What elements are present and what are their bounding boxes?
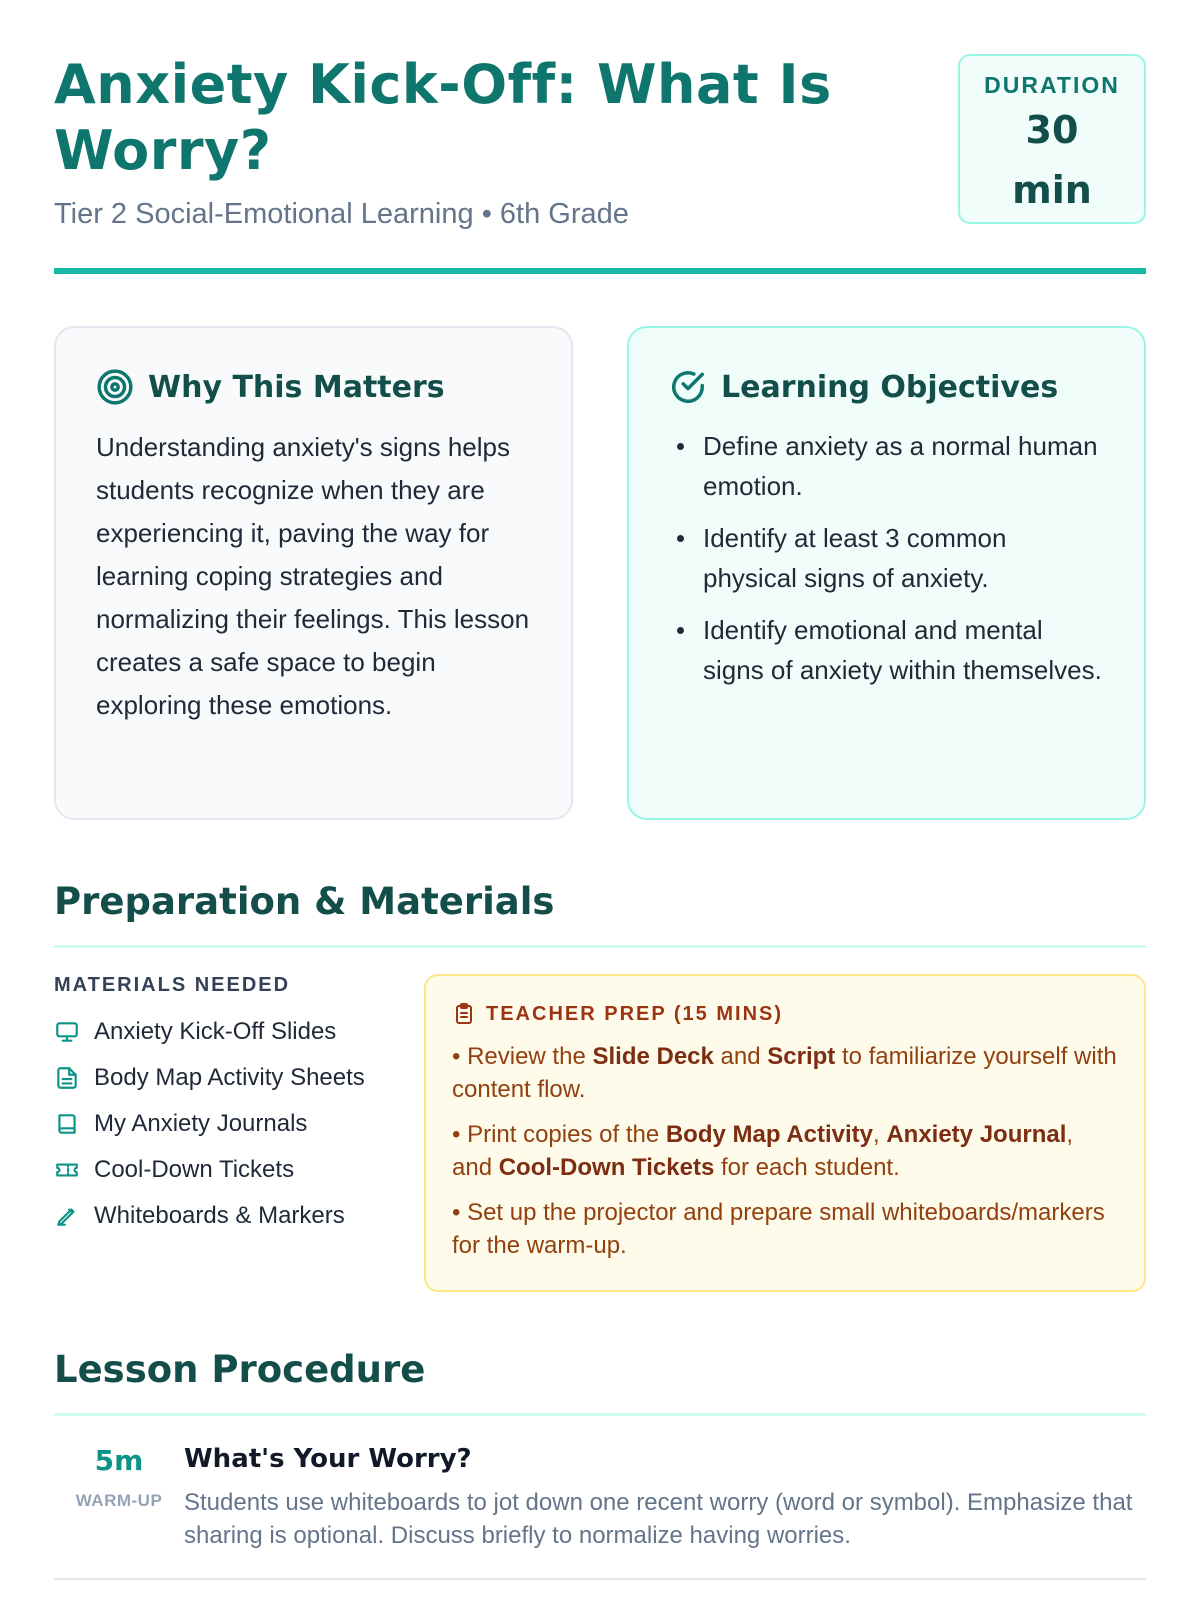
teacher-prep-label: TEACHER PREP (15 MINS)	[486, 1002, 784, 1025]
teacher-prep-item: • Review the Slide Deck and Script to familiarize yourself with content flow.	[452, 1043, 1117, 1103]
material-label: My Anxiety Journals	[94, 1110, 308, 1137]
material-item	[54, 1009, 384, 1055]
material-label: Cool-Down Tickets	[94, 1156, 295, 1183]
objectives-list	[669, 426, 1104, 690]
why-card-title	[96, 368, 531, 406]
objective-item: Identify at least 3 common physical signs of anxiety.	[669, 518, 1104, 598]
materials-label: MATERIALS NEEDED	[54, 974, 291, 996]
step-title: What's Your Worry?	[184, 1444, 472, 1474]
overview-cards	[54, 326, 1146, 820]
materials-column	[54, 974, 384, 1292]
step-description: Students use whiteboards to jot down one recent worry (word or symbol). Emphasize that sharing is optional. Discuss briefly to normalize having worries.	[184, 1489, 1133, 1549]
material-item	[54, 1193, 384, 1239]
why-this-matters-card	[54, 326, 573, 820]
preparation-content	[54, 974, 1146, 1292]
material-item	[54, 1101, 384, 1147]
material-item	[54, 1147, 384, 1193]
monitor-icon	[54, 1019, 80, 1045]
ticket-icon	[54, 1157, 80, 1183]
teacher-prep-header	[452, 1002, 1118, 1026]
step-body	[184, 1444, 1146, 1552]
duration-unit: min	[1012, 168, 1092, 212]
preparation-title: Preparation & Materials	[54, 880, 1146, 948]
marker-icon	[54, 1203, 80, 1229]
page-title: Anxiety Kick-Off: What Is Worry?	[54, 53, 832, 182]
teacher-prep-item: • Print copies of the Body Map Activity, Anxiety Journal, and Cool-Down Tickets for each student.	[452, 1121, 1074, 1181]
why-card-title-text: Why This Matters	[148, 369, 445, 405]
objectives-card-title-text: Learning Objectives	[721, 369, 1059, 405]
material-label: Whiteboards & Markers	[94, 1202, 345, 1229]
material-item	[54, 1055, 384, 1101]
document-icon	[54, 1065, 80, 1091]
procedure-title: Lesson Procedure	[54, 1348, 1146, 1416]
target-icon	[96, 368, 134, 406]
clipboard-icon	[452, 1002, 476, 1026]
duration-value: 30	[1025, 108, 1079, 152]
check-circle-icon	[669, 368, 707, 406]
preparation-section	[54, 880, 1146, 1292]
step-phase: WARM-UP	[75, 1491, 163, 1510]
objective-item: Identify emotional and mental signs of anxiety within themselves.	[669, 610, 1104, 690]
step-minutes: 5m	[94, 1444, 144, 1477]
teacher-prep-box	[424, 974, 1146, 1292]
lesson-header	[54, 0, 1146, 274]
material-label: Body Map Activity Sheets	[94, 1064, 365, 1091]
duration-badge	[958, 54, 1146, 224]
learning-objectives-card	[627, 326, 1146, 820]
procedure-step	[54, 1444, 1146, 1580]
objectives-card-title	[669, 368, 1104, 406]
why-card-text: Understanding anxiety's signs helps students recognize when they are experiencing it, paving the way for learning coping strategies and normalizing their feelings. This lesson creates a safe space to begin exploring these emotions.	[96, 432, 530, 720]
teacher-prep-item: • Set up the projector and prepare small whiteboards/markers for the warm-up.	[452, 1199, 1105, 1259]
objective-item: Define anxiety as a normal human emotion.	[669, 426, 1104, 506]
page-subtitle: Tier 2 Social-Emotional Learning • 6th Grade	[54, 198, 629, 230]
step-time	[54, 1444, 184, 1552]
book-icon	[54, 1111, 80, 1137]
materials-list	[54, 1009, 384, 1239]
duration-label: DURATION	[984, 72, 1120, 98]
material-label: Anxiety Kick-Off Slides	[94, 1018, 337, 1045]
procedure-section	[54, 1348, 1146, 1580]
